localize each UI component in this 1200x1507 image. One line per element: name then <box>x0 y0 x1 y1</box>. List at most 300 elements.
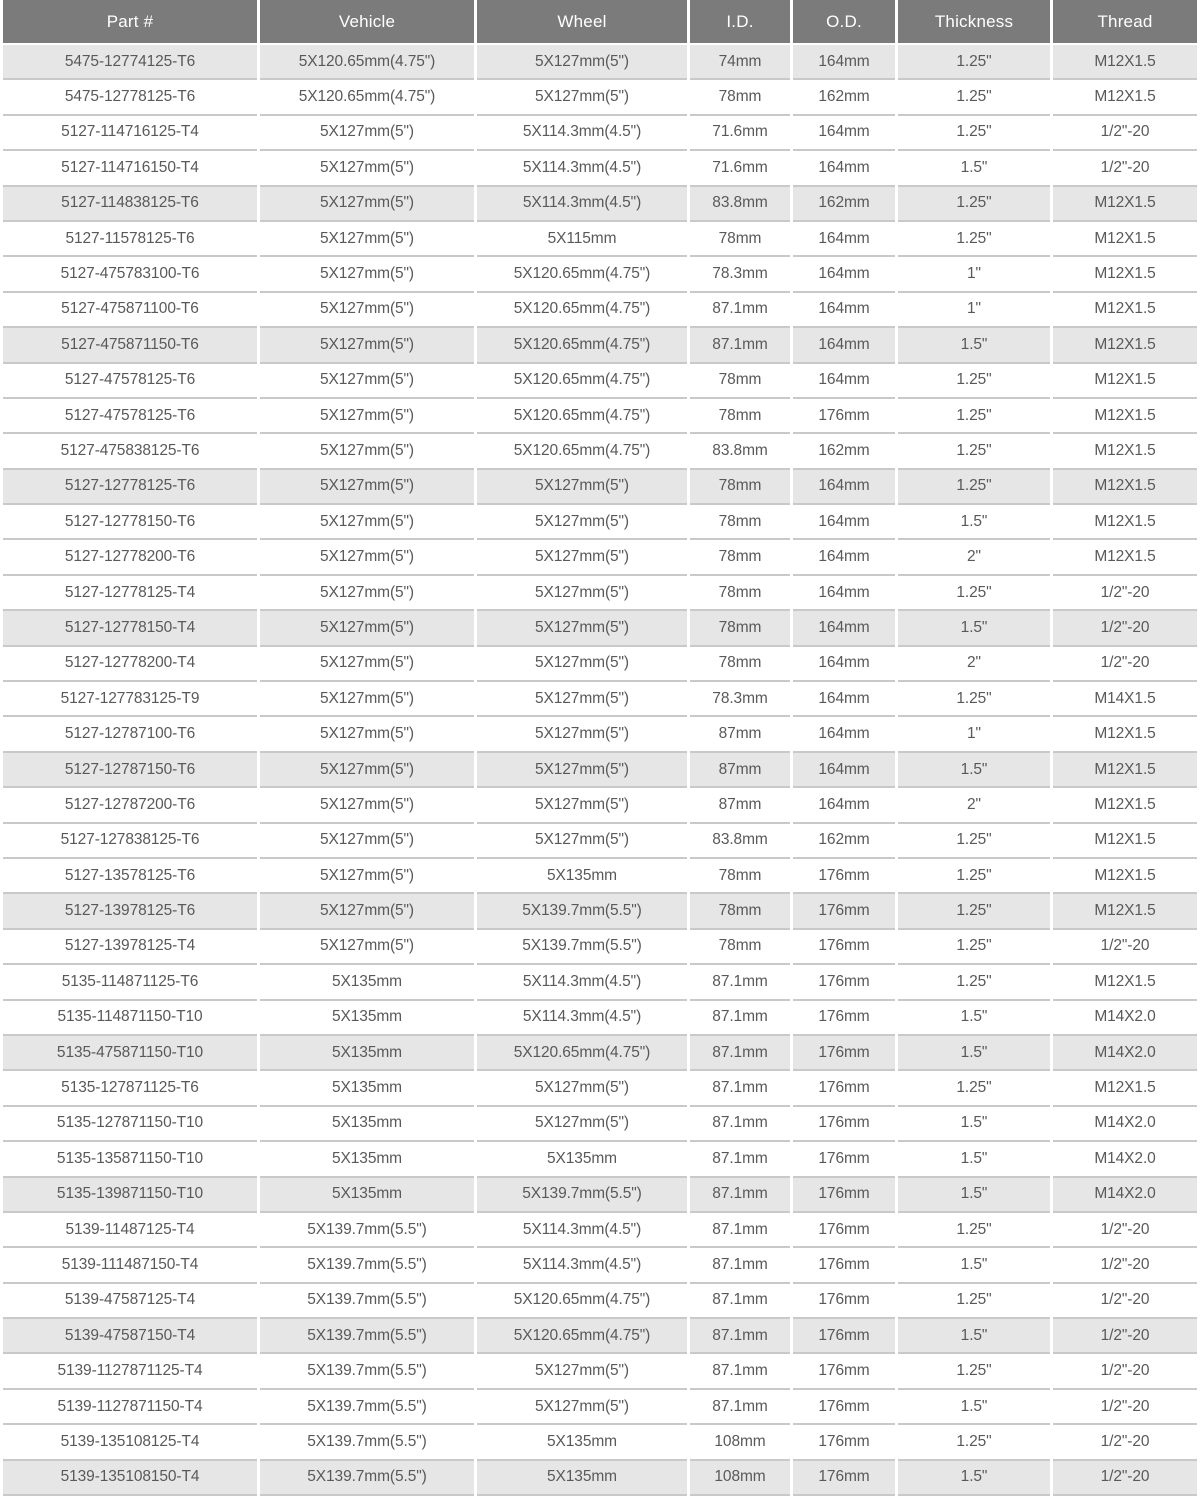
cell-wheel: 5X127mm(5") <box>477 824 687 859</box>
cell-thread: 1/2"-20 <box>1053 1390 1197 1425</box>
cell-part: 5139-135108125-T4 <box>3 1425 257 1460</box>
cell-i-d: 78mm <box>690 470 790 505</box>
cell-wheel: 5X114.3mm(4.5") <box>477 116 687 151</box>
cell-o-d: 164mm <box>793 682 895 717</box>
cell-vehicle: 5X120.65mm(4.75") <box>260 45 474 80</box>
table-row <box>3 222 1197 257</box>
table-row <box>3 1107 1197 1142</box>
cell-thickness: 1" <box>898 293 1050 328</box>
table-row <box>3 894 1197 929</box>
cell-wheel: 5X127mm(5") <box>477 470 687 505</box>
cell-part: 5127-47578125-T6 <box>3 364 257 399</box>
cell-i-d: 78mm <box>690 80 790 115</box>
cell-thickness: 1.25" <box>898 576 1050 611</box>
cell-i-d: 87.1mm <box>690 1107 790 1142</box>
cell-thread: 1/2"-20 <box>1053 1213 1197 1248</box>
cell-thread: M12X1.5 <box>1053 965 1197 1000</box>
cell-i-d: 78mm <box>690 930 790 965</box>
table-row <box>3 540 1197 575</box>
cell-wheel: 5X127mm(5") <box>477 753 687 788</box>
cell-thickness: 1.5" <box>898 1248 1050 1283</box>
table-row <box>3 576 1197 611</box>
table-row <box>3 1071 1197 1106</box>
cell-thickness: 2" <box>898 788 1050 823</box>
table-row <box>3 682 1197 717</box>
cell-part: 5127-11578125-T6 <box>3 222 257 257</box>
cell-vehicle: 5X127mm(5") <box>260 434 474 469</box>
cell-thickness: 1.25" <box>898 80 1050 115</box>
cell-i-d: 71.6mm <box>690 151 790 186</box>
cell-i-d: 87.1mm <box>690 1071 790 1106</box>
cell-i-d: 78.3mm <box>690 257 790 292</box>
cell-vehicle: 5X127mm(5") <box>260 647 474 682</box>
cell-i-d: 108mm <box>690 1425 790 1460</box>
cell-i-d: 87.1mm <box>690 1001 790 1036</box>
cell-part: 5475-12774125-T6 <box>3 45 257 80</box>
cell-i-d: 78.3mm <box>690 682 790 717</box>
cell-o-d: 176mm <box>793 894 895 929</box>
cell-i-d: 87.1mm <box>690 1319 790 1354</box>
cell-wheel: 5X139.7mm(5.5") <box>477 894 687 929</box>
cell-part: 5127-12787150-T6 <box>3 753 257 788</box>
cell-o-d: 164mm <box>793 364 895 399</box>
cell-thread: M14X2.0 <box>1053 1142 1197 1177</box>
cell-thread: 1/2"-20 <box>1053 576 1197 611</box>
table-row <box>3 1213 1197 1248</box>
cell-thickness: 1.25" <box>898 222 1050 257</box>
table-row <box>3 116 1197 151</box>
cell-vehicle: 5X127mm(5") <box>260 293 474 328</box>
cell-o-d: 164mm <box>793 717 895 752</box>
cell-o-d: 176mm <box>793 1390 895 1425</box>
cell-vehicle: 5X127mm(5") <box>260 399 474 434</box>
cell-part: 5127-12778150-T6 <box>3 505 257 540</box>
cell-o-d: 176mm <box>793 1248 895 1283</box>
cell-i-d: 87.1mm <box>690 1213 790 1248</box>
cell-o-d: 176mm <box>793 399 895 434</box>
cell-thread: M14X2.0 <box>1053 1001 1197 1036</box>
cell-thread: M12X1.5 <box>1053 364 1197 399</box>
cell-o-d: 176mm <box>793 1319 895 1354</box>
cell-thickness: 1" <box>898 257 1050 292</box>
cell-i-d: 87.1mm <box>690 1284 790 1319</box>
cell-thread: M14X2.0 <box>1053 1036 1197 1071</box>
cell-i-d: 87.1mm <box>690 965 790 1000</box>
cell-vehicle: 5X139.7mm(5.5") <box>260 1213 474 1248</box>
cell-wheel: 5X114.3mm(4.5") <box>477 187 687 222</box>
cell-part: 5127-12778200-T6 <box>3 540 257 575</box>
cell-thread: M12X1.5 <box>1053 824 1197 859</box>
cell-i-d: 87.1mm <box>690 1036 790 1071</box>
cell-i-d: 78mm <box>690 647 790 682</box>
cell-wheel: 5X127mm(5") <box>477 788 687 823</box>
cell-thread: 1/2"-20 <box>1053 1248 1197 1283</box>
cell-part: 5127-127783125-T9 <box>3 682 257 717</box>
table-row <box>3 45 1197 80</box>
cell-thickness: 1.25" <box>898 930 1050 965</box>
cell-o-d: 162mm <box>793 434 895 469</box>
cell-part: 5127-475871150-T6 <box>3 328 257 363</box>
cell-thickness: 1.5" <box>898 1142 1050 1177</box>
cell-thickness: 1" <box>898 717 1050 752</box>
cell-o-d: 164mm <box>793 257 895 292</box>
cell-o-d: 162mm <box>793 80 895 115</box>
cell-vehicle: 5X135mm <box>260 1178 474 1213</box>
cell-i-d: 74mm <box>690 45 790 80</box>
cell-thread: 1/2"-20 <box>1053 930 1197 965</box>
cell-thread: M12X1.5 <box>1053 753 1197 788</box>
cell-wheel: 5X135mm <box>477 1142 687 1177</box>
cell-wheel: 5X120.65mm(4.75") <box>477 293 687 328</box>
table-row <box>3 364 1197 399</box>
table-row <box>3 505 1197 540</box>
column-header-vehicle: Vehicle <box>260 0 474 45</box>
cell-vehicle: 5X135mm <box>260 1071 474 1106</box>
cell-i-d: 78mm <box>690 399 790 434</box>
cell-thickness: 1.5" <box>898 151 1050 186</box>
cell-thread: 1/2"-20 <box>1053 151 1197 186</box>
table-row <box>3 399 1197 434</box>
cell-o-d: 176mm <box>793 1425 895 1460</box>
cell-thickness: 1.5" <box>898 1390 1050 1425</box>
cell-i-d: 78mm <box>690 894 790 929</box>
cell-o-d: 164mm <box>793 222 895 257</box>
cell-vehicle: 5X127mm(5") <box>260 824 474 859</box>
cell-vehicle: 5X120.65mm(4.75") <box>260 80 474 115</box>
cell-vehicle: 5X127mm(5") <box>260 576 474 611</box>
cell-wheel: 5X127mm(5") <box>477 1071 687 1106</box>
cell-wheel: 5X127mm(5") <box>477 540 687 575</box>
cell-thread: M12X1.5 <box>1053 505 1197 540</box>
cell-thread: 1/2"-20 <box>1053 116 1197 151</box>
table-header-row <box>3 0 1197 45</box>
cell-o-d: 164mm <box>793 788 895 823</box>
cell-vehicle: 5X127mm(5") <box>260 364 474 399</box>
cell-part: 5135-135871150-T10 <box>3 1142 257 1177</box>
cell-part: 5135-139871150-T10 <box>3 1178 257 1213</box>
cell-part: 5139-47587150-T4 <box>3 1319 257 1354</box>
cell-thread: M12X1.5 <box>1053 257 1197 292</box>
table-row <box>3 1001 1197 1036</box>
table-row <box>3 257 1197 292</box>
cell-part: 5127-114716125-T4 <box>3 116 257 151</box>
table-row <box>3 611 1197 646</box>
cell-o-d: 162mm <box>793 824 895 859</box>
cell-thickness: 1.25" <box>898 894 1050 929</box>
cell-part: 5127-12787200-T6 <box>3 788 257 823</box>
cell-thickness: 1.5" <box>898 1001 1050 1036</box>
cell-thickness: 1.25" <box>898 682 1050 717</box>
cell-i-d: 83.8mm <box>690 824 790 859</box>
cell-thickness: 1.25" <box>898 859 1050 894</box>
cell-thickness: 1.5" <box>898 1107 1050 1142</box>
cell-thickness: 1.5" <box>898 1036 1050 1071</box>
cell-o-d: 164mm <box>793 470 895 505</box>
table-row <box>3 965 1197 1000</box>
cell-part: 5127-475871100-T6 <box>3 293 257 328</box>
cell-thread: M12X1.5 <box>1053 788 1197 823</box>
cell-vehicle: 5X135mm <box>260 1107 474 1142</box>
cell-wheel: 5X135mm <box>477 859 687 894</box>
cell-thread: M14X1.5 <box>1053 682 1197 717</box>
cell-thickness: 1.25" <box>898 116 1050 151</box>
cell-vehicle: 5X127mm(5") <box>260 187 474 222</box>
table-row <box>3 434 1197 469</box>
cell-o-d: 176mm <box>793 1001 895 1036</box>
cell-wheel: 5X127mm(5") <box>477 1390 687 1425</box>
cell-i-d: 78mm <box>690 540 790 575</box>
cell-o-d: 164mm <box>793 576 895 611</box>
cell-wheel: 5X120.65mm(4.75") <box>477 1319 687 1354</box>
cell-thread: M12X1.5 <box>1053 540 1197 575</box>
cell-thread: 1/2"-20 <box>1053 1284 1197 1319</box>
cell-vehicle: 5X139.7mm(5.5") <box>260 1354 474 1389</box>
cell-o-d: 164mm <box>793 116 895 151</box>
cell-i-d: 78mm <box>690 505 790 540</box>
cell-o-d: 176mm <box>793 1178 895 1213</box>
cell-thread: M12X1.5 <box>1053 187 1197 222</box>
cell-part: 5127-47578125-T6 <box>3 399 257 434</box>
cell-i-d: 78mm <box>690 576 790 611</box>
cell-thickness: 1.25" <box>898 364 1050 399</box>
cell-part: 5135-127871150-T10 <box>3 1107 257 1142</box>
cell-wheel: 5X114.3mm(4.5") <box>477 1001 687 1036</box>
cell-wheel: 5X120.65mm(4.75") <box>477 1284 687 1319</box>
cell-thickness: 2" <box>898 647 1050 682</box>
cell-wheel: 5X127mm(5") <box>477 611 687 646</box>
cell-thickness: 1.25" <box>898 1354 1050 1389</box>
cell-thread: 1/2"-20 <box>1053 611 1197 646</box>
table-row <box>3 647 1197 682</box>
cell-thickness: 1.25" <box>898 824 1050 859</box>
cell-i-d: 78mm <box>690 611 790 646</box>
column-header-thread: Thread <box>1053 0 1197 45</box>
cell-o-d: 176mm <box>793 859 895 894</box>
cell-part: 5127-114838125-T6 <box>3 187 257 222</box>
cell-thread: M12X1.5 <box>1053 717 1197 752</box>
cell-vehicle: 5X127mm(5") <box>260 894 474 929</box>
cell-i-d: 108mm <box>690 1461 790 1496</box>
cell-thread: M12X1.5 <box>1053 434 1197 469</box>
cell-part: 5127-475783100-T6 <box>3 257 257 292</box>
cell-part: 5139-135108150-T4 <box>3 1461 257 1496</box>
cell-thread: 1/2"-20 <box>1053 1425 1197 1460</box>
column-header-part: Part # <box>3 0 257 45</box>
cell-part: 5135-475871150-T10 <box>3 1036 257 1071</box>
table-row <box>3 151 1197 186</box>
table-row <box>3 328 1197 363</box>
cell-thickness: 1.25" <box>898 965 1050 1000</box>
table-row <box>3 717 1197 752</box>
cell-part: 5475-12778125-T6 <box>3 80 257 115</box>
cell-vehicle: 5X127mm(5") <box>260 859 474 894</box>
cell-part: 5127-13578125-T6 <box>3 859 257 894</box>
cell-thickness: 1.5" <box>898 505 1050 540</box>
cell-o-d: 164mm <box>793 505 895 540</box>
cell-vehicle: 5X127mm(5") <box>260 151 474 186</box>
cell-i-d: 87mm <box>690 753 790 788</box>
cell-thickness: 1.25" <box>898 1425 1050 1460</box>
cell-o-d: 176mm <box>793 1354 895 1389</box>
cell-i-d: 87.1mm <box>690 1248 790 1283</box>
cell-o-d: 162mm <box>793 187 895 222</box>
table-row <box>3 1142 1197 1177</box>
cell-part: 5127-12787100-T6 <box>3 717 257 752</box>
cell-o-d: 176mm <box>793 1107 895 1142</box>
cell-i-d: 87.1mm <box>690 293 790 328</box>
cell-o-d: 176mm <box>793 1213 895 1248</box>
cell-wheel: 5X127mm(5") <box>477 717 687 752</box>
cell-part: 5135-114871150-T10 <box>3 1001 257 1036</box>
cell-vehicle: 5X135mm <box>260 1036 474 1071</box>
cell-vehicle: 5X139.7mm(5.5") <box>260 1390 474 1425</box>
table-row <box>3 1284 1197 1319</box>
cell-wheel: 5X114.3mm(4.5") <box>477 1248 687 1283</box>
cell-thread: M14X2.0 <box>1053 1107 1197 1142</box>
cell-thread: M12X1.5 <box>1053 894 1197 929</box>
cell-wheel: 5X127mm(5") <box>477 1107 687 1142</box>
table-row <box>3 293 1197 328</box>
cell-part: 5139-1127871150-T4 <box>3 1390 257 1425</box>
cell-vehicle: 5X139.7mm(5.5") <box>260 1425 474 1460</box>
table-row <box>3 1178 1197 1213</box>
cell-thread: M12X1.5 <box>1053 80 1197 115</box>
cell-part: 5127-475838125-T6 <box>3 434 257 469</box>
table-row <box>3 80 1197 115</box>
cell-wheel: 5X114.3mm(4.5") <box>477 965 687 1000</box>
cell-wheel: 5X114.3mm(4.5") <box>477 151 687 186</box>
cell-thread: M12X1.5 <box>1053 328 1197 363</box>
cell-vehicle: 5X127mm(5") <box>260 116 474 151</box>
cell-wheel: 5X139.7mm(5.5") <box>477 930 687 965</box>
column-header-thickness: Thickness <box>898 0 1050 45</box>
cell-i-d: 87.1mm <box>690 1142 790 1177</box>
cell-i-d: 78mm <box>690 222 790 257</box>
cell-i-d: 87.1mm <box>690 1178 790 1213</box>
cell-thickness: 1.25" <box>898 1284 1050 1319</box>
cell-o-d: 176mm <box>793 1142 895 1177</box>
cell-wheel: 5X127mm(5") <box>477 647 687 682</box>
cell-thickness: 1.5" <box>898 1461 1050 1496</box>
cell-wheel: 5X127mm(5") <box>477 505 687 540</box>
cell-o-d: 176mm <box>793 1036 895 1071</box>
cell-thread: M14X2.0 <box>1053 1178 1197 1213</box>
cell-vehicle: 5X127mm(5") <box>260 611 474 646</box>
cell-wheel: 5X120.65mm(4.75") <box>477 364 687 399</box>
cell-o-d: 164mm <box>793 611 895 646</box>
cell-i-d: 87mm <box>690 717 790 752</box>
cell-thickness: 1.5" <box>898 1319 1050 1354</box>
cell-thread: M12X1.5 <box>1053 222 1197 257</box>
cell-vehicle: 5X139.7mm(5.5") <box>260 1284 474 1319</box>
cell-wheel: 5X114.3mm(4.5") <box>477 1213 687 1248</box>
cell-thread: 1/2"-20 <box>1053 1319 1197 1354</box>
cell-thickness: 1.25" <box>898 1071 1050 1106</box>
cell-wheel: 5X120.65mm(4.75") <box>477 1036 687 1071</box>
cell-thread: 1/2"-20 <box>1053 1354 1197 1389</box>
cell-part: 5127-12778150-T4 <box>3 611 257 646</box>
cell-part: 5127-127838125-T6 <box>3 824 257 859</box>
table-row <box>3 1461 1197 1496</box>
cell-vehicle: 5X127mm(5") <box>260 540 474 575</box>
cell-i-d: 87.1mm <box>690 1354 790 1389</box>
column-header-o-d: O.D. <box>793 0 895 45</box>
cell-thread: 1/2"-20 <box>1053 647 1197 682</box>
cell-vehicle: 5X127mm(5") <box>260 328 474 363</box>
cell-part: 5135-114871125-T6 <box>3 965 257 1000</box>
cell-vehicle: 5X127mm(5") <box>260 788 474 823</box>
table-row <box>3 753 1197 788</box>
cell-part: 5127-13978125-T4 <box>3 930 257 965</box>
cell-wheel: 5X115mm <box>477 222 687 257</box>
cell-wheel: 5X127mm(5") <box>477 682 687 717</box>
cell-thread: 1/2"-20 <box>1053 1461 1197 1496</box>
table-row <box>3 1036 1197 1071</box>
cell-vehicle: 5X127mm(5") <box>260 257 474 292</box>
cell-vehicle: 5X127mm(5") <box>260 222 474 257</box>
cell-wheel: 5X135mm <box>477 1425 687 1460</box>
table-row <box>3 1425 1197 1460</box>
cell-thickness: 1.25" <box>898 399 1050 434</box>
cell-wheel: 5X135mm <box>477 1461 687 1496</box>
cell-o-d: 164mm <box>793 753 895 788</box>
cell-wheel: 5X120.65mm(4.75") <box>477 434 687 469</box>
table-row <box>3 1319 1197 1354</box>
cell-part: 5127-13978125-T6 <box>3 894 257 929</box>
cell-i-d: 87mm <box>690 788 790 823</box>
cell-part: 5139-1127871125-T4 <box>3 1354 257 1389</box>
cell-i-d: 83.8mm <box>690 434 790 469</box>
cell-vehicle: 5X135mm <box>260 965 474 1000</box>
cell-part: 5139-47587125-T4 <box>3 1284 257 1319</box>
cell-part: 5127-12778200-T4 <box>3 647 257 682</box>
cell-wheel: 5X139.7mm(5.5") <box>477 1178 687 1213</box>
cell-thickness: 1.5" <box>898 1178 1050 1213</box>
cell-o-d: 176mm <box>793 1071 895 1106</box>
cell-o-d: 176mm <box>793 1461 895 1496</box>
cell-thickness: 1.25" <box>898 1213 1050 1248</box>
cell-thickness: 1.25" <box>898 45 1050 80</box>
cell-thickness: 1.5" <box>898 328 1050 363</box>
cell-vehicle: 5X127mm(5") <box>260 753 474 788</box>
table-row <box>3 1354 1197 1389</box>
cell-thickness: 2" <box>898 540 1050 575</box>
cell-thread: M12X1.5 <box>1053 45 1197 80</box>
table-row <box>3 1248 1197 1283</box>
table-row <box>3 930 1197 965</box>
cell-wheel: 5X127mm(5") <box>477 576 687 611</box>
table-row <box>3 187 1197 222</box>
column-header-i-d: I.D. <box>690 0 790 45</box>
table-row <box>3 788 1197 823</box>
cell-part: 5127-12778125-T6 <box>3 470 257 505</box>
cell-part: 5139-11487125-T4 <box>3 1213 257 1248</box>
cell-wheel: 5X127mm(5") <box>477 1354 687 1389</box>
cell-vehicle: 5X127mm(5") <box>260 930 474 965</box>
cell-o-d: 176mm <box>793 930 895 965</box>
cell-thickness: 1.5" <box>898 753 1050 788</box>
cell-o-d: 164mm <box>793 647 895 682</box>
cell-o-d: 164mm <box>793 293 895 328</box>
cell-i-d: 78mm <box>690 364 790 399</box>
cell-part: 5127-12778125-T4 <box>3 576 257 611</box>
cell-thickness: 1.5" <box>898 611 1050 646</box>
cell-thread: M12X1.5 <box>1053 470 1197 505</box>
table-row <box>3 859 1197 894</box>
cell-vehicle: 5X127mm(5") <box>260 717 474 752</box>
cell-vehicle: 5X139.7mm(5.5") <box>260 1461 474 1496</box>
cell-thread: M12X1.5 <box>1053 1071 1197 1106</box>
